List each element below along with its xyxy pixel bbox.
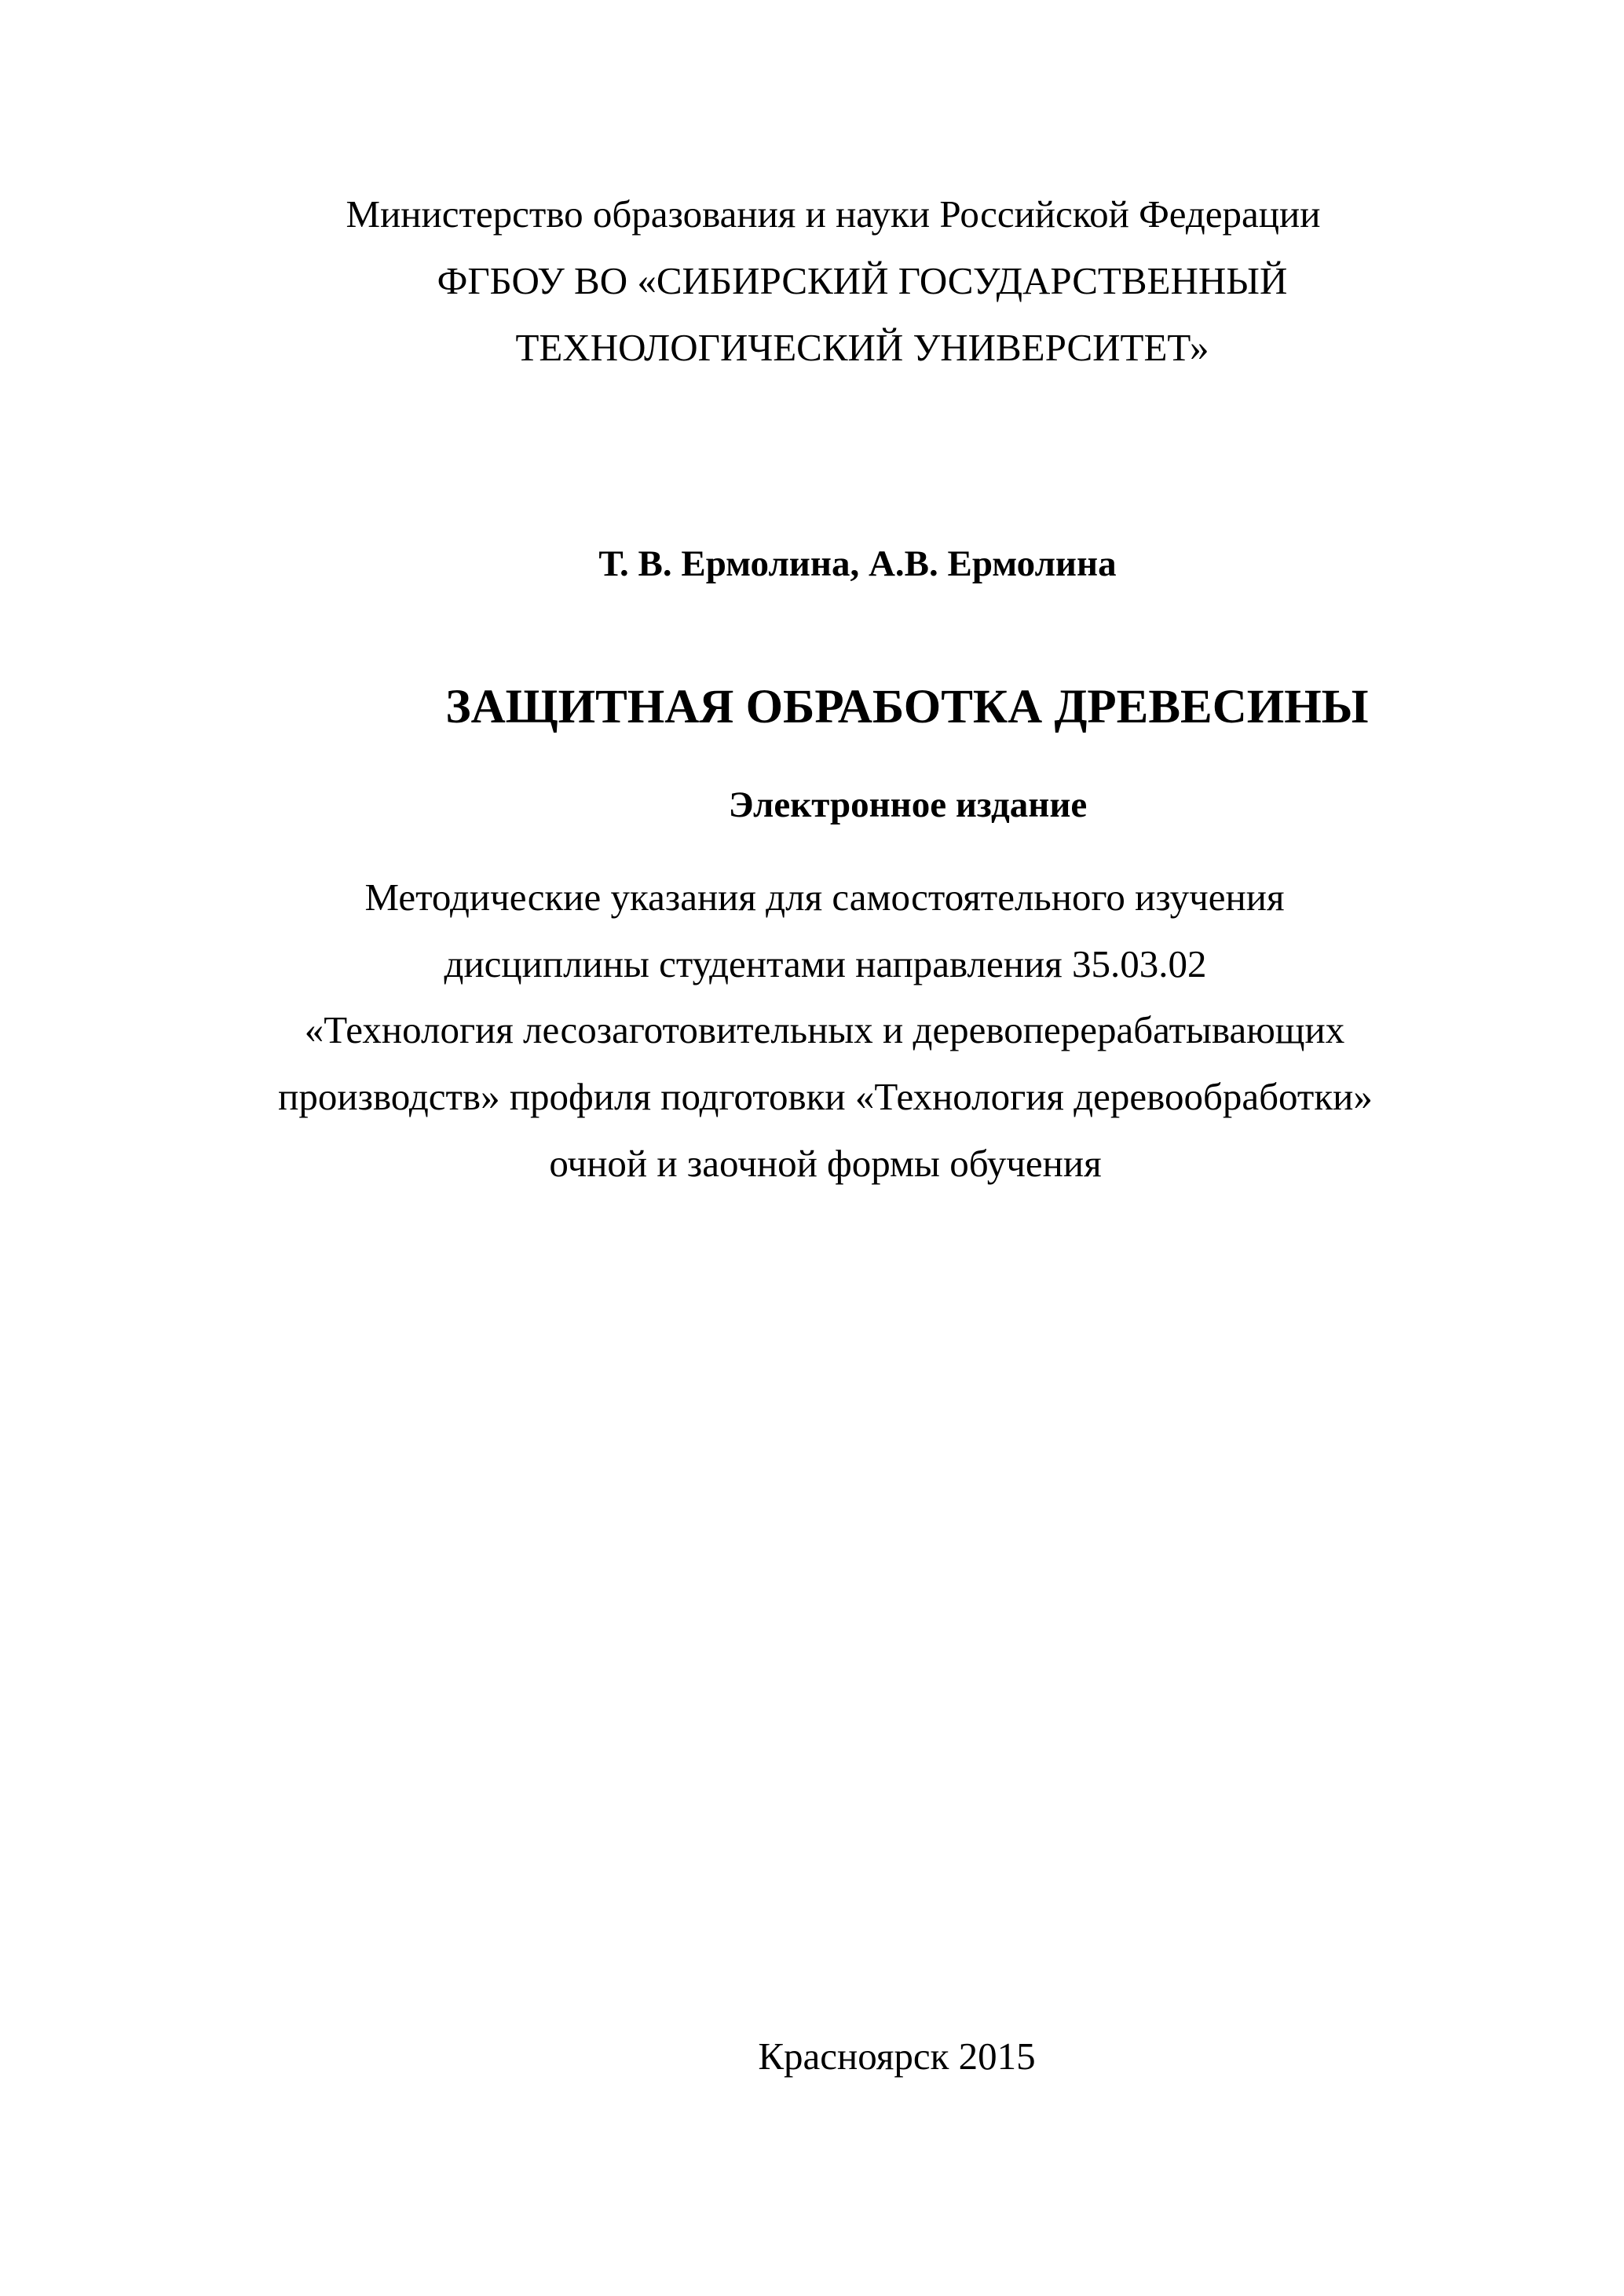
university-line-2: ТЕХНОЛОГИЧЕСКИЙ УНИВЕРСИТЕТ» xyxy=(515,326,1209,369)
university-line-1: ФГБОУ ВО «СИБИРСКИЙ ГОСУДАРСТВЕННЫЙ xyxy=(437,259,1288,302)
description-line-2: дисциплины студентами направления 35.03.02 xyxy=(444,942,1207,985)
authors: Т. В. Ермолина, А.В. Ермолина xyxy=(598,543,1117,584)
description-line-3: «Технология лесозаготовительных и деревоперерабатывающих xyxy=(304,1008,1345,1051)
edition-label: Электронное издание xyxy=(728,784,1088,825)
document-title: ЗАЩИТНАЯ ОБРАБОТКА ДРЕВЕСИНЫ xyxy=(445,681,1369,733)
description-line-4: производств» профиля подготовки «Технология деревообработки» xyxy=(278,1075,1373,1118)
ministry-line: Министерство образования и науки Российской Федерации xyxy=(346,192,1321,236)
description-line-5: очной и заочной формы обучения xyxy=(549,1142,1102,1185)
place-year: Красноярск 2015 xyxy=(758,2035,1036,2078)
description-line-1: Методические указания для самостоятельного изучения xyxy=(364,876,1285,919)
